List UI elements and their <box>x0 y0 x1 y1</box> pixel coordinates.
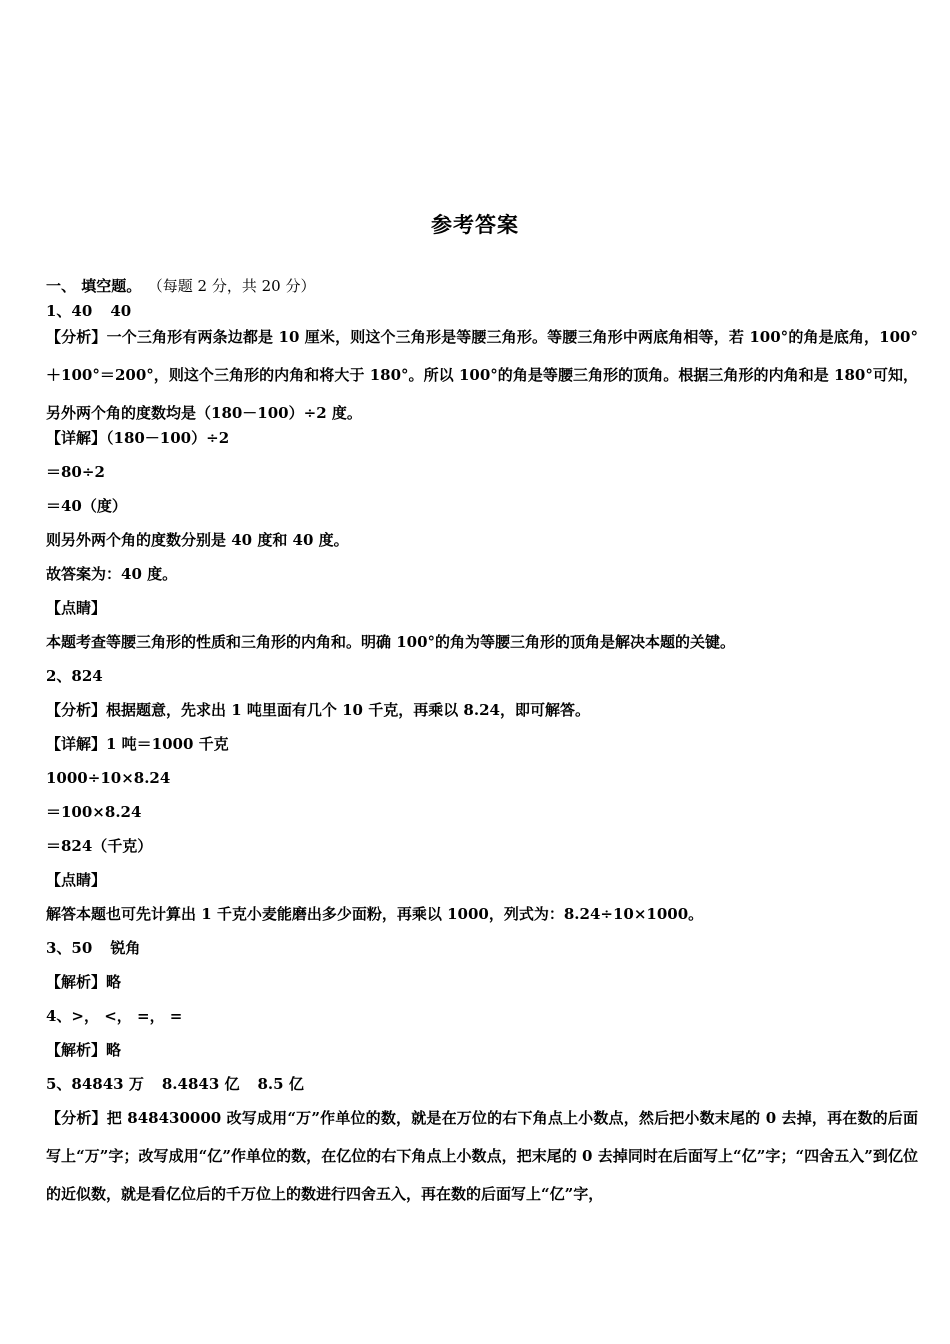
q3-answer-a: 3、50 <box>46 939 93 957</box>
q4-analysis: 【解析】略 <box>46 1041 122 1059</box>
q5-analysis: 【分析】把 848430000 改写成用“万”作单位的数，就是在万位的右下角点上小数点，然后把小数末尾的 0 去掉，再在数的后面写上“万”字；改写成用“亿”作单位的数，在亿位的右下角点上小数点，把末尾的 0 去掉同时在后面写上“亿”字；“四舍五入”到亿位的近似数，就是看亿位后的千万位上的数进行四舍五入，再在数的后面写上“亿”字， <box>46 1109 918 1203</box>
q2-detail-3: ＝100×8.24 <box>46 803 142 821</box>
q4-answer: 4、>， <， =， = <box>46 1007 183 1025</box>
q1-detail-5: 故答案为：40 度。 <box>46 565 178 583</box>
q1-analysis: 【分析】一个三角形有两条边都是 10 厘米，则这个三角形是等腰三角形。等腰三角形中两底角相等，若 100°的角是底角，100°＋100°＝200°，则这个三角形的内角和将大于 180°。所以 100°的角是等腰三角形的顶角。根据三角形的内角和是 180°可知，另外两个角的度数均是（180－100）÷2 度。 <box>46 328 918 422</box>
q1-remark: 本题考查等腰三角形的性质和三角形的内角和。明确 100°的角为等腰三角形的顶角是解决本题的关键。 <box>46 633 736 651</box>
page-title: 参考答案 <box>431 212 519 237</box>
q1-detail-3: ＝40（度） <box>46 497 127 515</box>
q5-answer-b: 8.4843 亿 <box>161 1075 240 1093</box>
q5-answer-a: 5、84843 万 <box>46 1075 144 1093</box>
q2-detail-2: 1000÷10×8.24 <box>46 769 171 787</box>
q3-answer-b: 锐角 <box>110 939 141 957</box>
q2-analysis: 【分析】根据题意，先求出 1 吨里面有几个 10 千克，再乘以 8.24，即可解答。 <box>46 701 590 719</box>
q1-detail-1: 【详解】（180－100）÷2 <box>46 429 230 447</box>
q2-remark-label: 【点睛】 <box>46 871 107 889</box>
q2-detail-4: ＝824（千克） <box>46 837 153 855</box>
q3-analysis: 【解析】略 <box>46 973 122 991</box>
section-heading-label: 一、 填空题。 <box>46 277 142 295</box>
q1-detail-4: 则另外两个角的度数分别是 40 度和 40 度。 <box>46 531 349 549</box>
q2-remark: 解答本题也可先计算出 1 千克小麦能磨出多少面粉，再乘以 1000，列式为：8.24÷10×1000。 <box>46 905 704 923</box>
q5-answer-c: 8.5 亿 <box>257 1075 304 1093</box>
q3-answer <box>46 938 918 972</box>
q1-detail-2: ＝80÷2 <box>46 463 105 481</box>
answer-content <box>46 301 918 1209</box>
q1-answer-a: 1、40 <box>46 302 93 320</box>
q2-answer: 2、824 <box>46 667 103 685</box>
section-heading <box>46 276 315 296</box>
q1-answer-b: 40 <box>110 302 132 320</box>
q1-remark-label: 【点睛】 <box>46 599 107 617</box>
section-score-note: （每题 2 分，共 20 分） <box>155 277 316 295</box>
q2-detail-1: 【详解】1 吨＝1000 千克 <box>46 735 229 753</box>
